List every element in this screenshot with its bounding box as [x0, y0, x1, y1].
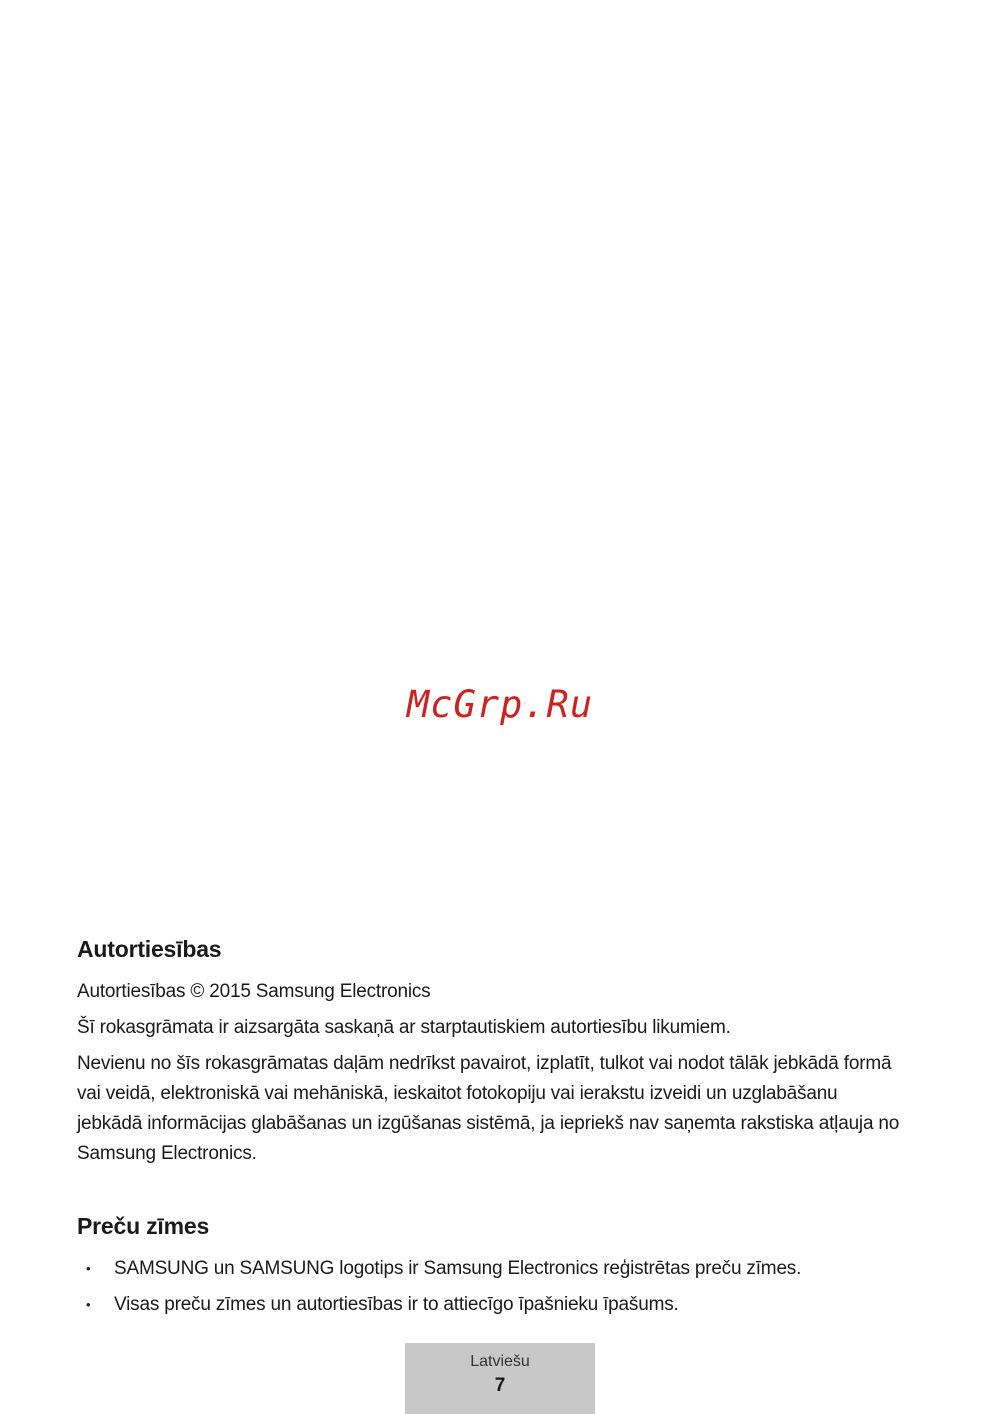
- copyright-heading: Autortiesības: [77, 936, 222, 962]
- copyright-line: Autortiesības © 2015 Samsung Electronics: [77, 981, 431, 1002]
- footer-language: Latviešu: [470, 1353, 530, 1370]
- bullet-icon: •: [86, 1297, 91, 1312]
- trademarks-list: [77, 1254, 907, 1320]
- copyright-restriction-text: Nevienu no šīs rokasgrāmatas daļām nedrīkst pavairot, izplatīt, tulkot vai nodot tālāk jebkādā formā vai veidā, elektroniskā vai mehāniskā, ieskaitot fotokopiju vai ierakstu izveidi un uzglabāšanu jebkādā informācijas glabāšanas un izgūšanas sistēmā, ja iepriekš nav saņemta rakstiska atļauja no Samsung Electronics.: [77, 1053, 900, 1164]
- copyright-protection-text: Šī rokasgrāmata ir aizsargāta saskaņā ar starptautiskiem autortiesību likumiem.: [77, 1017, 731, 1038]
- trademarks-section: [77, 1213, 907, 1320]
- page-number: 7: [494, 1375, 506, 1396]
- copyright-section: [77, 936, 907, 1169]
- page-footer: [405, 1343, 595, 1414]
- trademarks-heading: Preču zīmes: [77, 1213, 210, 1239]
- list-item-text: SAMSUNG un SAMSUNG logotips ir Samsung Electronics reģistrētas preču zīmes.: [114, 1258, 802, 1279]
- main-content: [77, 936, 907, 1326]
- list-item-text: Visas preču zīmes un autortiesības ir to attiecīgo īpašnieku īpašums.: [114, 1294, 679, 1315]
- list-item: [77, 1290, 907, 1320]
- bullet-icon: •: [86, 1261, 91, 1276]
- list-item: [77, 1254, 907, 1284]
- watermark-text: McGrp.Ru: [406, 683, 594, 726]
